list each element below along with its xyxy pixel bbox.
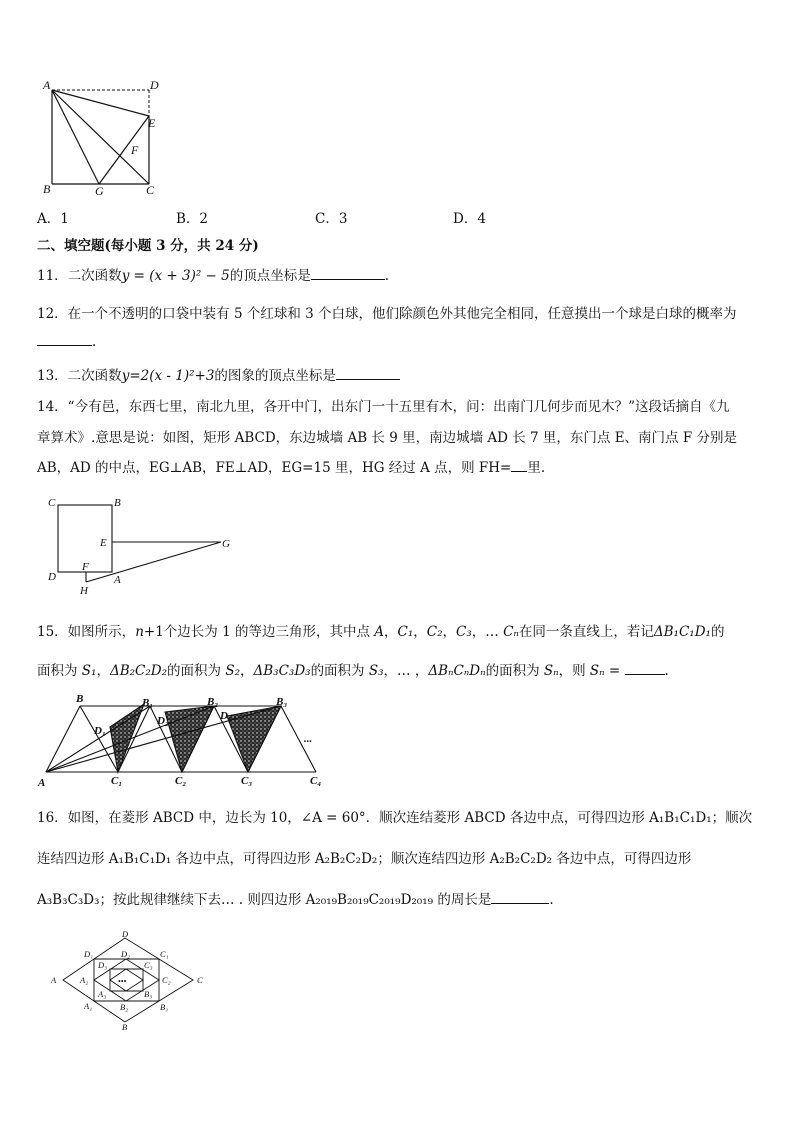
q11-answer-blank[interactable] <box>311 279 385 280</box>
q11-formula: y = (x + 3)² − 5 <box>121 268 230 284</box>
label-C: C <box>48 497 56 509</box>
question-16-line2: 连结四边形 A₁B₁C₁D₁ 各边中点，可得四边形 A₂B₂C₂D₂；顺次连结四边形 A₂B₂C₂D₂ 各边中点，可得四边形 <box>37 851 692 867</box>
shaded-triangle-1 <box>110 704 144 772</box>
line-AE <box>52 90 149 116</box>
option-b: B．2 <box>176 211 209 227</box>
q15-text-b2: ， <box>96 663 110 679</box>
q15-point-Cn: Cₙ <box>503 624 519 640</box>
q15-triangle-n: ΔBₙCₙDₙ <box>428 663 486 679</box>
label-B: B <box>114 497 121 509</box>
label-D2: D₂ <box>121 949 131 959</box>
q15-comma-2: ， <box>413 624 427 640</box>
q15-dots: … <box>485 624 504 640</box>
q16-line3-end: . <box>549 892 554 908</box>
q15-text-a4: 的 <box>710 624 725 640</box>
edge-AB <box>46 706 80 772</box>
q15-comma-4: ， <box>471 624 486 640</box>
q15-S3: S₃ <box>368 663 384 679</box>
q15-point-C3: C₃ <box>456 624 472 640</box>
q14-line3-text: AB，AD 的中点，EG⊥AB，FE⊥AD，EG=15 里，HG 经过 A 点，则 FH= <box>37 460 512 476</box>
q15-text-b8: ，则 <box>558 663 590 679</box>
quad-A4B4C4D4 <box>110 969 143 991</box>
question-12-line2 <box>37 334 96 350</box>
section-heading: 二、填空题(每小题 3 分，共 24 分) <box>37 238 259 254</box>
label-A2: A₂ <box>80 975 89 985</box>
figure-q10-square <box>38 78 168 198</box>
figure-q16-rhombus <box>48 926 218 1032</box>
label-C1: C₁ <box>111 775 123 787</box>
q15-answer-blank[interactable] <box>625 674 665 675</box>
q11-text-3: . <box>384 268 390 284</box>
q15-text-a2: +1个边长为 1 的等边三角形，其中点 <box>143 624 375 640</box>
q15-S1: S₁ <box>81 663 97 679</box>
q12-answer-blank[interactable] <box>37 345 92 346</box>
q15-point-C2: C₂ <box>426 624 443 640</box>
label-A3: A₃ <box>98 989 107 999</box>
label-C: C <box>197 975 203 985</box>
q15-text-b5: 的面积为 <box>310 663 369 679</box>
label-C2: C₂ <box>175 775 187 787</box>
label-A: A <box>43 78 51 92</box>
q15-triangle-2: ΔB₂C₂D₂ <box>109 663 168 679</box>
label-C: C <box>146 183 155 197</box>
quad-A3B3C3D3 <box>110 969 143 991</box>
q13-answer-blank[interactable] <box>336 379 400 380</box>
figure-q15-triangles <box>36 692 336 788</box>
label-B3: B₃ <box>144 989 153 999</box>
label-D1: D₁ <box>94 725 106 737</box>
label-B: B <box>76 693 84 705</box>
line-AC <box>52 90 149 184</box>
label-C4: C₄ <box>310 775 322 787</box>
q15-Sn: Sₙ <box>543 663 559 679</box>
label-dots: ••• <box>118 977 127 986</box>
q15-end: . <box>664 663 669 679</box>
label-C3: C₃ <box>241 775 253 787</box>
option-a: A．1 <box>37 211 69 227</box>
label-B1: B₁ <box>142 697 154 709</box>
label-D3: D₃ <box>220 710 232 722</box>
q15-n: n <box>135 624 144 640</box>
q13-formula: y=2(x - 1)²+3 <box>121 368 215 384</box>
question-14-line1: 14．“今有邑，东西七里，南北九里，各开中门，出东门一十五里有木，问：出南门几何步而见木？”这段话摘自《九 <box>37 399 730 415</box>
line-GE <box>99 116 149 184</box>
q15-text-b4: ， <box>240 663 254 679</box>
q15-text-b7: 的面积为 <box>485 663 544 679</box>
q13-text-1: 13．二次函数 <box>37 368 122 384</box>
label-F: F <box>82 561 89 573</box>
label-F: F <box>131 143 139 157</box>
question-13 <box>37 364 400 384</box>
question-14-line3 <box>37 456 545 476</box>
line-AG <box>52 90 99 184</box>
question-15-line1 <box>37 620 724 640</box>
q15-point-C1: C₁ <box>397 624 414 640</box>
label-E: E <box>148 116 156 130</box>
question-12: 12．在一个不透明的口袋中装有 5 个红球和 3 个白球，他们除颜色外其他完全相同，任意摸出一个球是白球的概率为 <box>37 306 737 322</box>
q15-point-A: A <box>374 624 385 640</box>
label-B2: B₂ <box>207 696 219 708</box>
q15-triangle-1: ΔB₁C₁D₁ <box>653 624 711 640</box>
figure-q14 <box>44 494 244 596</box>
option-d: D．4 <box>453 211 486 227</box>
label-D: D <box>48 571 56 583</box>
q15-comma-3: ， <box>442 624 457 640</box>
q15-comma-1: ， <box>384 624 398 640</box>
question-14-line2: 章算术》.意思是说：如图，矩形 ABCD，东边城墙 AB 长 9 里，南边城墙 AD 长 7 里，东门点 E、南门点 F 分别是 <box>37 430 738 446</box>
q14-line3-end: 里. <box>527 460 546 476</box>
q15-text-b1: 面积为 <box>37 663 82 679</box>
label-A: A <box>114 574 121 586</box>
label-B: B <box>43 182 51 196</box>
q16-line3-text: A₃B₃C₃D₃；按此规律继续下去… . 则四边形 A₂₀₁₉B₂₀₁₉C₂₀₁₉D₂₀₁₉ 的周长是 <box>37 892 492 908</box>
q15-S2: S₂ <box>225 663 240 679</box>
label-D3: D₃ <box>98 960 108 970</box>
q15-text-a1: 15．如图所示， <box>37 624 136 640</box>
label-C3: C₃ <box>144 960 153 970</box>
label-D: D <box>122 929 129 939</box>
label-C2: C₂ <box>162 975 171 985</box>
label-more: ... <box>304 733 313 745</box>
label-A1: A₁ <box>84 1001 93 1011</box>
q11-number: 11． <box>37 268 68 284</box>
label-E: E <box>100 537 107 549</box>
q15-Sn-eq: Sₙ = <box>589 663 625 679</box>
question-11 <box>37 264 389 284</box>
label-D1: D₁ <box>84 949 94 959</box>
question-15-line2 <box>37 659 669 679</box>
label-C1: C₁ <box>160 949 169 959</box>
label-G: G <box>95 184 104 198</box>
q11-text-1: 二次函数 <box>67 268 122 284</box>
label-D: D <box>150 78 159 92</box>
label-G: G <box>222 538 230 550</box>
label-B2: B₂ <box>120 1002 129 1012</box>
q16-answer-blank[interactable] <box>491 903 549 904</box>
q14-answer-blank[interactable] <box>511 471 527 472</box>
label-D2: D₂ <box>157 715 169 727</box>
label-B3: B₃ <box>276 696 288 708</box>
q15-triangle-3: ΔB₃C₃D₃ <box>253 663 311 679</box>
question-16-line1: 16．如图，在菱形 ABCD 中，边长为 10，∠A = 60°．顺次连结菱形 ABCD 各边中点，可得四边形 A₁B₁C₁D₁；顺次 <box>37 810 753 826</box>
label-A: A <box>38 777 46 788</box>
q11-text-2: 的顶点坐标是 <box>229 268 311 284</box>
q15-text-a3: 在同一条直线上，若记 <box>518 624 654 640</box>
question-16-line3 <box>37 888 554 908</box>
label-B1: B₁ <box>160 1002 169 1012</box>
q15-text-b3: 的面积为 <box>167 663 226 679</box>
q13-text-2: 的图象的顶点坐标是 <box>214 368 336 384</box>
q12-end: . <box>92 334 97 350</box>
q15-text-b6: ，… ， <box>383 663 429 679</box>
label-B: B <box>122 1022 128 1032</box>
label-A: A <box>51 975 57 985</box>
option-c: C．3 <box>315 211 348 227</box>
label-H: H <box>80 585 88 596</box>
shaded-triangle-3 <box>227 706 281 772</box>
